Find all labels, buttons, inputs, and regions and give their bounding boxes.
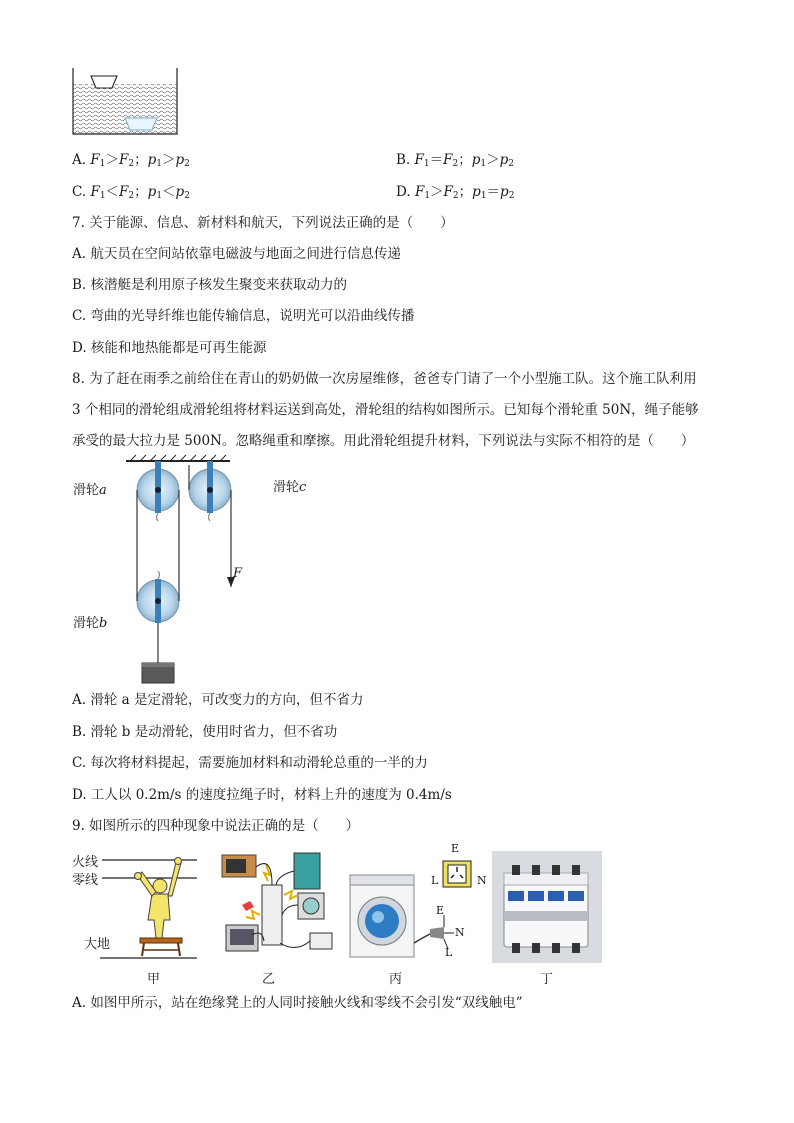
figure-yi-overloaded-socket [212,845,342,960]
force-f-label: F [233,566,243,581]
socket-e-label: E [451,842,460,855]
plug-e-label: E [436,904,445,917]
q8-stem-line3: 承受的最大拉力是 500N。忽略绳重和摩擦。用此滑轮组提升材料，下列说法与实际不相符的是（ ） [72,433,695,449]
figure-ding-circuit-breaker [492,851,602,963]
q8-option-b[interactable]: B. 滑轮 b 是动滑轮，使用时省力，但不省功 [72,724,338,740]
q8-option-c[interactable]: C. 每次将材料提起，需要施加材料和动滑轮总重的一半的力 [72,755,428,771]
pulley-a-label: 滑轮a [73,483,107,498]
plug-n-label: N [455,926,465,939]
q9-option-a[interactable]: A. 如图甲所示，站在绝缘凳上的人同时接触火线和零线不会引发“双线触电” [72,995,523,1011]
q7-option-d[interactable]: D. 核能和地热能都是可再生能源 [72,340,267,356]
q7-option-c[interactable]: C. 弯曲的光导纤维也能传输信息，说明光可以沿曲线传播 [72,308,415,324]
plug-l-label: L [445,946,453,959]
pulley-b-label: 滑轮b [73,616,108,631]
figure-bing-washing-machine [348,845,488,960]
q6-option-d[interactable]: D. $F_1>F_2$；$p_1=p_2$ [396,184,515,201]
q7-option-a[interactable]: A. 航天员在空间站依靠电磁波与地面之间进行信息传递 [72,246,401,262]
q6-option-a[interactable]: A. $F_1>F_2$；$p_1>p_2$ [72,152,190,169]
neutral-wire-label: 零线 [72,873,99,888]
q8-option-a[interactable]: A. 滑轮 a 是定滑轮，可改变力的方向，但不省力 [72,692,364,708]
caption-bing: 丙 [389,972,403,987]
socket-l-label: L [431,874,439,887]
caption-ding: 丁 [540,972,554,987]
q7-stem: 7. 关于能源、信息、新材料和航天，下列说法正确的是（ ） [72,215,454,231]
q6-option-b[interactable]: B. $F_1=F_2$；$p_1>p_2$ [396,152,515,169]
q8-stem-line1: 8. 为了赶在雨季之前给住在青山的奶奶做一次房屋维修，爸爸专门请了一个小型施工队。这个施工队利用 [72,371,697,387]
water-container-figure [70,66,190,141]
q6-option-c[interactable]: C. $F_1<F_2$；$p_1<p_2$ [72,184,190,201]
q9-stem: 9. 如图所示的四种现象中说法正确的是（ ） [72,818,360,834]
q8-stem-line2: 3 个相同的滑轮组成滑轮组将材料运送到高处，滑轮组的结构如图所示。已知每个滑轮重 50N，绳子能够 [72,402,699,418]
q7-option-b[interactable]: B. 核潜艇是利用原子核发生聚变来获取动力的 [72,277,348,293]
caption-yi: 乙 [262,972,276,987]
pulley-system-figure [120,455,380,685]
pulley-c-label: 滑轮c [273,480,307,495]
ground-label: 大地 [84,937,111,952]
socket-n-label: N [477,874,487,887]
q8-option-d[interactable]: D. 工人以 0.2m/s 的速度拉绳子时，材料上升的速度为 0.4m/s [72,787,452,803]
live-wire-label: 火线 [72,855,99,870]
caption-jia: 甲 [147,972,161,987]
